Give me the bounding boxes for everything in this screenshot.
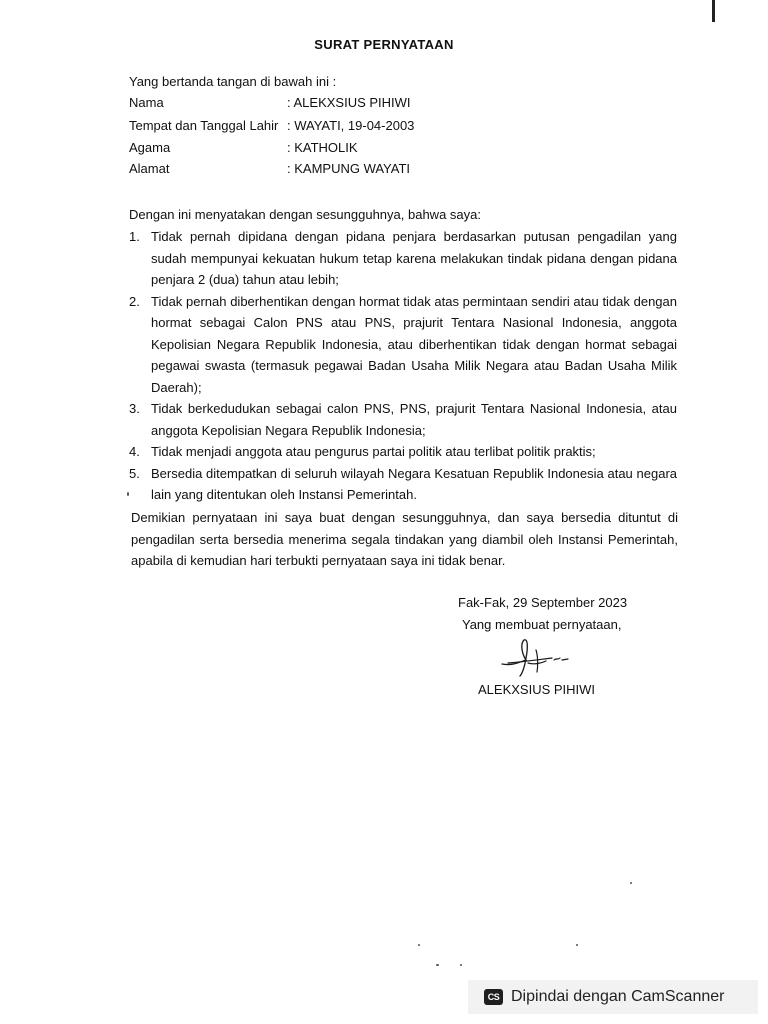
- field-label: Agama: [129, 140, 171, 155]
- camscanner-logo-icon: CS: [484, 989, 503, 1005]
- list-item: [129, 398, 677, 441]
- field-value: : KATHOLIK: [287, 140, 358, 155]
- scan-edge-mark: [712, 0, 715, 22]
- list-item: [129, 441, 677, 463]
- field-label: Alamat: [129, 161, 170, 176]
- list-item-text: Tidak menjadi anggota atau pengurus partai politik atau terlibat politik praktis;: [151, 444, 596, 459]
- list-number: 4.: [129, 444, 140, 459]
- scan-speck: [436, 964, 439, 966]
- list-item: [129, 463, 677, 506]
- scan-speck: [418, 944, 420, 946]
- maker-label: Yang membuat pernyataan,: [462, 617, 622, 632]
- list-item-text: Tidak pernah dipidana dengan pidana penjara berdasarkan putusan pengadilan yang sudah mempunyai kekuatan hukum tetap karena melakukan tindak pidana dengan pidana penjara 2 (dua) tahun atau lebih;: [151, 229, 677, 287]
- scan-speck: [460, 964, 462, 966]
- list-number: 1.: [129, 229, 140, 244]
- list-item: [129, 291, 677, 399]
- camscanner-watermark: [468, 980, 758, 1014]
- list-number: 2.: [129, 293, 140, 309]
- place-date: Fak-Fak, 29 September 2023: [458, 595, 628, 610]
- list-item-text: Tidak berkedudukan sebagai calon PNS, PNS, prajurit Tentara Nasional Indonesia, atau anggota Kepolisian Negara Republik Indonesia;: [151, 401, 677, 438]
- intro-text: Yang bertanda tangan di bawah ini :: [129, 74, 337, 89]
- field-label: Nama: [129, 95, 164, 110]
- list-item-text: Bersedia ditempatkan di seluruh wilayah Negara Kesatuan Republik Indonesia atau negara lain yang ditentukan oleh Instansi Pemerintah.: [151, 465, 677, 502]
- scan-speck: [576, 944, 578, 946]
- list-item-text: Tidak pernah diberhentikan dengan hormat tidak atas permintaan sendiri atau tidak dengan hormat sebagai Calon PNS atau PNS, prajurit Tentara Nasional Indonesia, anggota Kepolisian Negara Republik Indonesia, atau diberhentikan tidak dengan hormat sebagai pegawai swasta (termasuk pegawai Badan Usaha Milik Negara atau Badan Usaha Milik Daerah);: [151, 293, 677, 395]
- scan-speck: [630, 882, 632, 884]
- scan-speck: [127, 492, 129, 496]
- list-number: 3.: [129, 401, 140, 416]
- camscanner-text: Dipindai dengan CamScanner: [511, 988, 725, 1005]
- closing-paragraph: Demikian pernyataan ini saya buat dengan sesungguhnya, dan saya bersedia dituntut di pengadilan serta bersedia menerima segala tindakan yang diambil oleh Instansi Pemerintah, apabila di kemudian hari terbukti pernyataan saya ini tidak benar.: [131, 510, 678, 568]
- list-item: [129, 226, 677, 291]
- field-label: Tempat dan Tanggal Lahir: [129, 118, 279, 133]
- statement-text: Dengan ini menyatakan dengan sesungguhnya, bahwa saya:: [129, 207, 481, 222]
- field-value: : ALEKXSIUS PIHIWI: [287, 95, 411, 110]
- list-number: 5.: [129, 465, 140, 481]
- field-value: : WAYATI, 19-04-2003: [287, 118, 415, 133]
- signer-name: ALEKXSIUS PIHIWI: [478, 682, 596, 697]
- statement-list: [129, 226, 677, 506]
- field-value: : KAMPUNG WAYATI: [287, 161, 411, 176]
- handwritten-signature: [498, 636, 572, 678]
- document-title: SURAT PERNYATAAN: [314, 37, 454, 52]
